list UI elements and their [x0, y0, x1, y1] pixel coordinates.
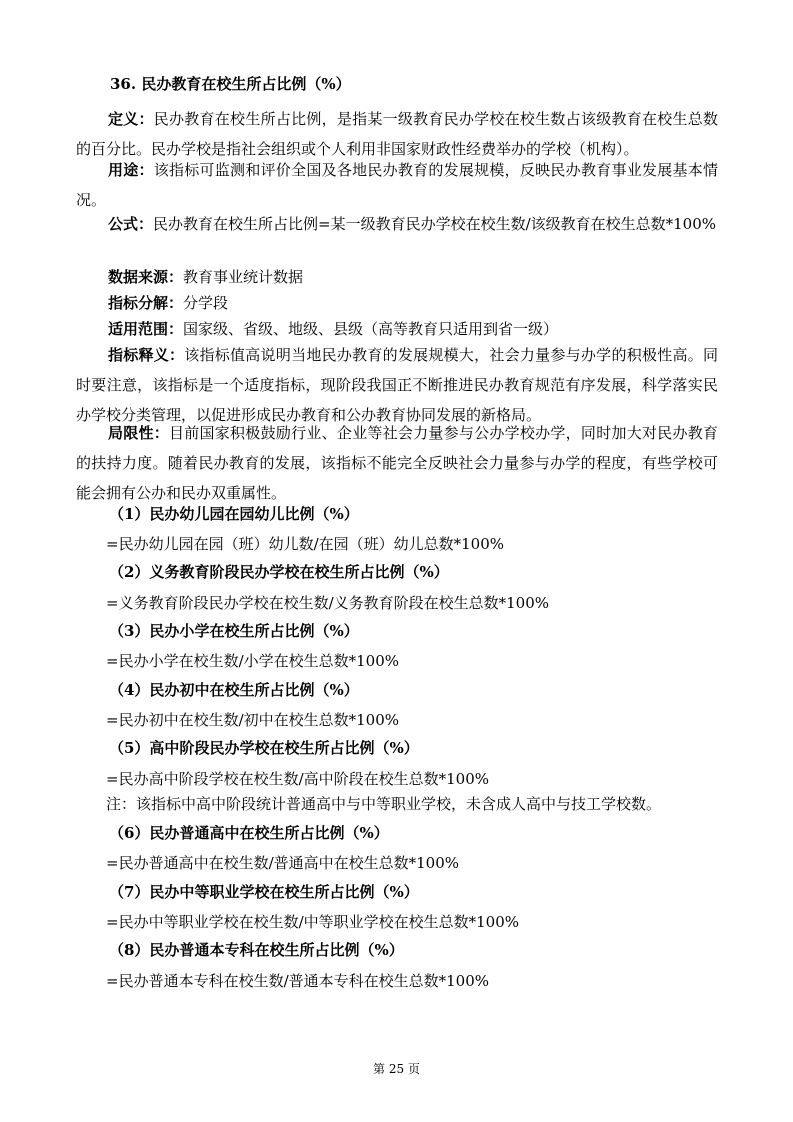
interpretation-paragraph — [76, 340, 718, 430]
formula-label: 公式： — [108, 215, 154, 233]
interpretation-label: 指标释义： — [108, 346, 185, 364]
item-heading: （5）高中阶段民办学校在校生所占比例（%） — [109, 739, 419, 757]
item-formula: =民办普通高中在校生数/普通高中在校生总数*100% — [106, 854, 460, 872]
usage-text: 该指标可监测和评价全国及各地民办教育的发展规模，反映民办教育事业发展基本情况。 — [76, 161, 718, 209]
item-heading: （2）义务教育阶段民办学校在校生所占比例（%） — [109, 563, 449, 581]
item-heading: （8）民办普通本专科在校生所占比例（%） — [109, 941, 404, 959]
item-formula: =义务教育阶段民办学校在校生数/义务教育阶段在校生总数*100% — [106, 594, 550, 612]
item-heading: （6）民办普通高中在校生所占比例（%） — [109, 824, 389, 842]
scope-label: 适用范围： — [108, 320, 184, 338]
source-label: 数据来源： — [108, 268, 184, 286]
item-formula: =民办高中阶段学校在校生数/高中阶段在校生总数*100% — [106, 770, 490, 788]
usage-label: 用途： — [108, 161, 154, 179]
item-heading: （7）民办中等职业学校在校生所占比例（%） — [109, 883, 419, 901]
item-heading: （3）民办小学在校生所占比例（%） — [109, 622, 359, 640]
item-formula: =民办幼儿园在园（班）幼儿数/在园（班）幼儿总数*100% — [106, 535, 505, 553]
item-note: 注：该指标中高中阶段统计普通高中与中等职业学校，未含成人高中与技工学校数。 — [106, 795, 662, 813]
item-heading: （1）民办幼儿园在园幼儿比例（%） — [109, 505, 359, 523]
page-number: 第 25 页 — [373, 1062, 420, 1076]
breakdown-text: 分学段 — [183, 294, 229, 312]
item-formula: =民办普通本专科在校生数/普通本专科在校生总数*100% — [106, 972, 490, 990]
item-formula: =民办小学在校生数/小学在校生总数*100% — [106, 652, 400, 670]
scope-text: 国家级、省级、地级、县级（高等教育只适用到省一级） — [183, 320, 559, 338]
formula-paragraph — [76, 209, 718, 239]
limitation-paragraph — [76, 418, 718, 508]
item-formula: =民办中等职业学校在校生数/中等职业学校在校生总数*100% — [106, 913, 520, 931]
limitation-text: 目前国家积极鼓励行业、企业等社会力量参与公办学校办学，同时加大对民办教育的扶持力度。随着民办教育的发展，该指标不能完全反映社会力量参与办学的程度，有些学校可能会拥有公办和民办双重属性。 — [76, 424, 718, 502]
usage-paragraph — [76, 155, 718, 215]
breakdown-label: 指标分解： — [108, 294, 184, 312]
definition-label: 定义： — [108, 110, 154, 128]
definition-text: 民办教育在校生所占比例，是指某一级教育民办学校在校生数占该级教育在校生总数的百分比。民办学校是指社会组织或个人利用非国家财政性经费举办的学校（机构）。 — [76, 110, 718, 158]
interpretation-text: 该指标值高说明当地民办教育的发展规模大，社会力量参与办学的积极性高。同时要注意，该指标是一个适度指标，现阶段我国正不断推进民办教育规范有序发展，科学落实民办学校分类管理，以促进形成民办教育和公办教育协同发展的新格局。 — [76, 346, 718, 424]
source-text: 教育事业统计数据 — [183, 268, 304, 286]
section-title: 36. 民办教育在校生所占比例（%） — [110, 75, 351, 93]
item-heading: （4）民办初中在校生所占比例（%） — [109, 681, 359, 699]
limitation-label: 局限性： — [108, 424, 170, 442]
item-formula: =民办初中在校生数/初中在校生总数*100% — [106, 711, 400, 729]
formula-text: 民办教育在校生所占比例=某一级教育民办学校在校生数/该级教育在校生总数*100% — [153, 215, 717, 233]
